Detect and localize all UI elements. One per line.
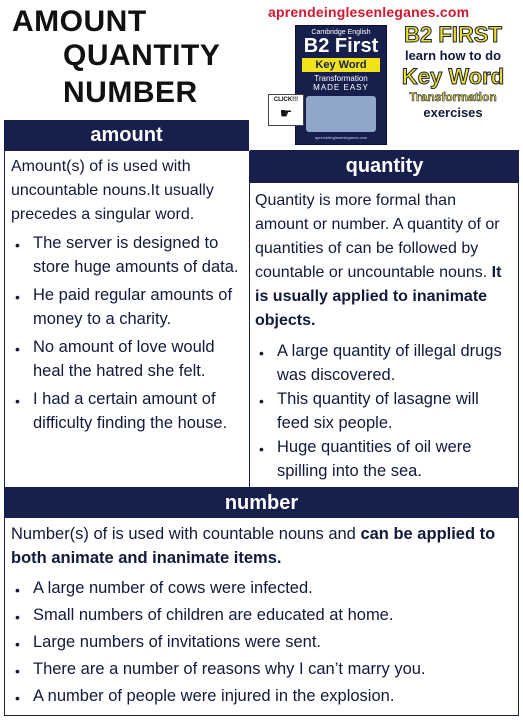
number-intro [11, 522, 512, 570]
book-keyword: Key Word [302, 58, 380, 72]
page-title-line-2: QUANTITY [63, 39, 221, 72]
amount-intro: Amount(s) of is used with uncountable nouns.It usually precedes a singular word. [11, 158, 214, 223]
number-intro-bold: can be applied to both animate and inanimate items. [11, 525, 496, 567]
list-item: • The server is designed to store huge amounts of data. [11, 231, 241, 279]
page-title-line-3: NUMBER [63, 76, 198, 109]
site-link[interactable]: aprendeinglesenleganes.com [268, 4, 470, 20]
book-subtitle-2: MADE EASY [313, 83, 369, 92]
click-label: CLICK!!! [273, 97, 299, 103]
quantity-examples [255, 339, 512, 483]
list-item: • Large numbers of invitations were sent. [11, 630, 512, 654]
promo-line-1: B2 FIRST [404, 22, 502, 47]
number-intro-text: Number(s) of is used with countable nouns and [11, 525, 356, 543]
amount-header: amount [4, 120, 249, 151]
book-brand: Cambridge English [311, 29, 371, 36]
list-item: • This quantity of lasagne will feed six people. [255, 387, 512, 435]
list-item: • A large number of cows were infected. [11, 576, 512, 600]
list-item: • Huge quantities of oil were spilling into the sea. [255, 435, 512, 483]
number-panel [4, 518, 519, 716]
quantity-intro-text: Quantity is more formal than amount or number. A quantity of or quantities of can be followed by countable or uncountable nouns. [255, 192, 500, 281]
number-header: number [4, 488, 519, 518]
list-item: • A number of people were injured in the explosion. [11, 684, 512, 708]
quantity-panel [249, 183, 519, 488]
list-item: • No amount of love would heal the hatred she felt. [11, 335, 241, 383]
promo-block[interactable] [388, 22, 518, 121]
promo-line-3: Key Word [401, 64, 505, 89]
number-examples [11, 576, 512, 708]
book-people-illustration [306, 96, 376, 132]
list-item: • A large quantity of illegal drugs was discovered. [255, 339, 512, 387]
book-subtitle-1: Transformation [314, 74, 368, 83]
list-item: • There are a number of reasons why I can’t marry you. [11, 657, 512, 681]
promo-line-4: Transformation [409, 90, 497, 104]
book-footer: aprendeinglesenleganes.com [314, 135, 368, 140]
promo-line-5: exercises [423, 105, 483, 120]
book-cover-image[interactable] [295, 25, 387, 145]
list-item: • Small numbers of children are educated at home. [11, 603, 512, 627]
promo-line-2: learn how to do [404, 48, 502, 63]
amount-panel [4, 151, 250, 488]
quantity-header: quantity [250, 150, 519, 183]
quantity-intro-bold: It is usually applied to inanimate objects. [255, 264, 502, 329]
book-level: B2 First [303, 35, 379, 57]
page-title-line-1: AMOUNT [12, 5, 147, 38]
amount-examples [11, 231, 241, 435]
list-item: • He paid regular amounts of money to a charity. [11, 283, 241, 331]
click-button[interactable] [268, 94, 304, 126]
pointing-hand-icon: ☛ [279, 105, 293, 121]
quantity-intro [255, 189, 512, 333]
list-item: • I had a certain amount of difficulty finding the house. [11, 387, 241, 435]
